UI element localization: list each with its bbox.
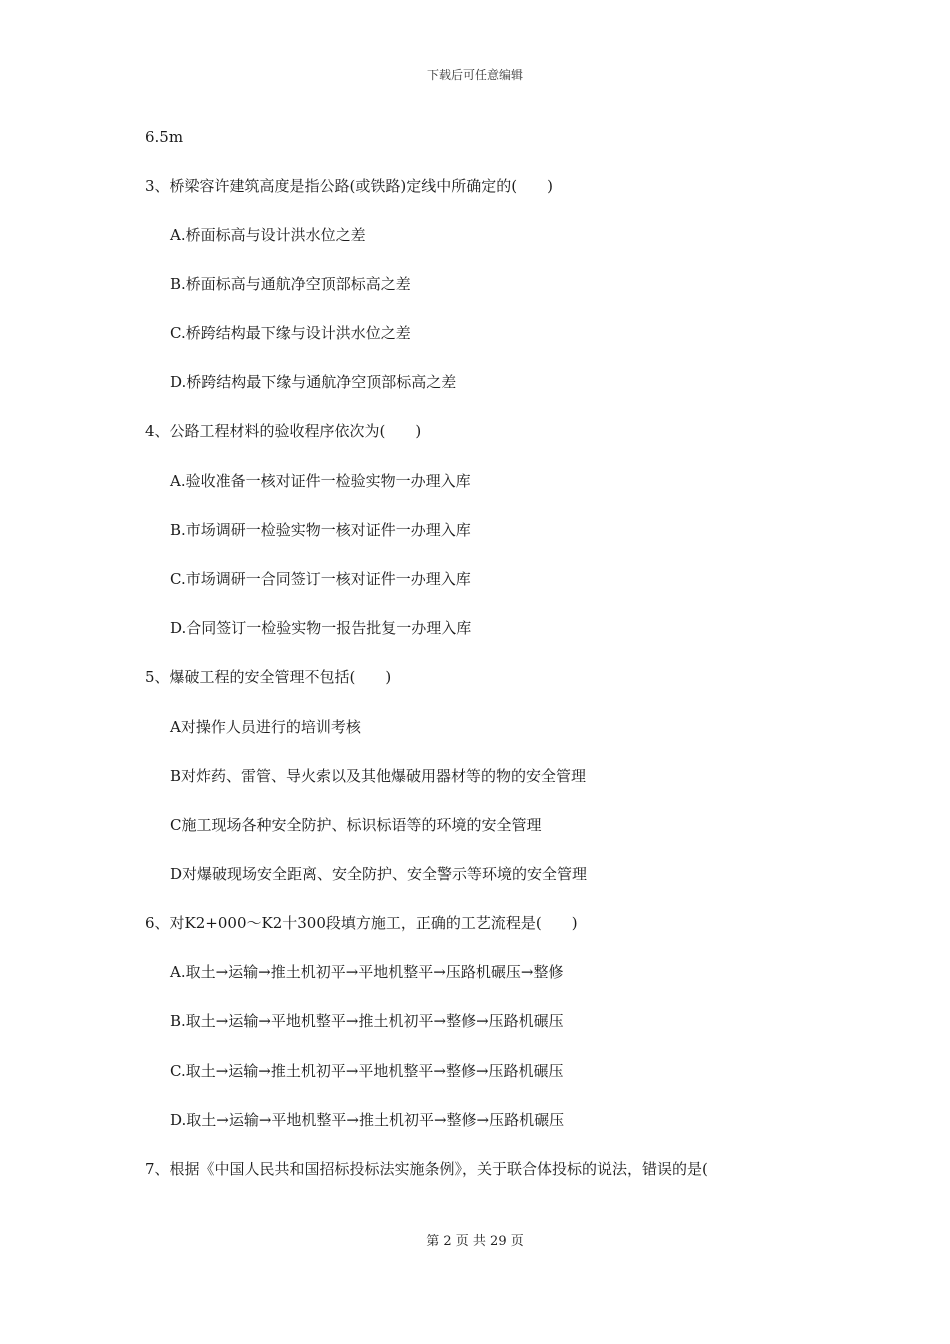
question-6-option-a: A.取土→运输→推土机初平→平地机整平→压路机碾压→整修	[170, 963, 564, 981]
question-3-stem: 3、桥梁容许建筑高度是指公路(或铁路)定线中所确定的( )	[145, 177, 553, 195]
question-6-option-d: D.取土→运输→平地机整平→推土机初平→整修→压路机碾压	[170, 1111, 565, 1129]
lead-text: 6.5m	[145, 128, 184, 146]
question-4-stem: 4、公路工程材料的验收程序依次为( )	[145, 422, 422, 440]
question-3-option-d: D.桥跨结构最下缘与通航净空顶部标高之差	[170, 373, 457, 391]
question-5-stem: 5、爆破工程的安全管理不包括( )	[145, 668, 392, 686]
question-3-option-c: C.桥跨结构最下缘与设计洪水位之差	[170, 324, 411, 342]
question-3-option-a: A.桥面标高与设计洪水位之差	[170, 226, 366, 244]
question-5-option-c: C施工现场各种安全防护、标识标语等的环境的安全管理	[170, 816, 542, 834]
question-4-option-d: D.合同签订一检验实物一报告批复一办理入库	[170, 619, 472, 637]
question-5-option-b: B对炸药、雷管、导火索以及其他爆破用器材等的物的安全管理	[170, 767, 587, 785]
question-4-option-a: A.验收准备一核对证件一检验实物一办理入库	[170, 472, 471, 490]
question-7-stem: 7、根据《中国人民共和国招标投标法实施条例》，关于联合体投标的说法，错误的是(	[145, 1160, 708, 1178]
page-footer: 第 2 页 共 29 页	[426, 1234, 524, 1249]
question-6-option-b: B.取土→运输→平地机整平→推土机初平→整修→压路机碾压	[170, 1012, 564, 1030]
question-5-option-d: D对爆破现场安全距离、安全防护、安全警示等环境的安全管理	[170, 865, 588, 883]
question-5-option-a: A对操作人员进行的培训考核	[170, 718, 361, 736]
question-4-option-b: B.市场调研一检验实物一核对证件一办理入库	[170, 521, 471, 539]
question-4-option-c: C.市场调研一合同签订一核对证件一办理入库	[170, 570, 471, 588]
page-header: 下载后可任意编辑	[426, 68, 523, 82]
question-6-stem: 6、对K2+000～K2十300段填方施工，正确的工艺流程是( )	[145, 914, 578, 932]
question-6-option-c: C.取土→运输→推土机初平→平地机整平→整修→压路机碾压	[170, 1062, 564, 1080]
question-3-option-b: B.桥面标高与通航净空顶部标高之差	[170, 275, 411, 293]
